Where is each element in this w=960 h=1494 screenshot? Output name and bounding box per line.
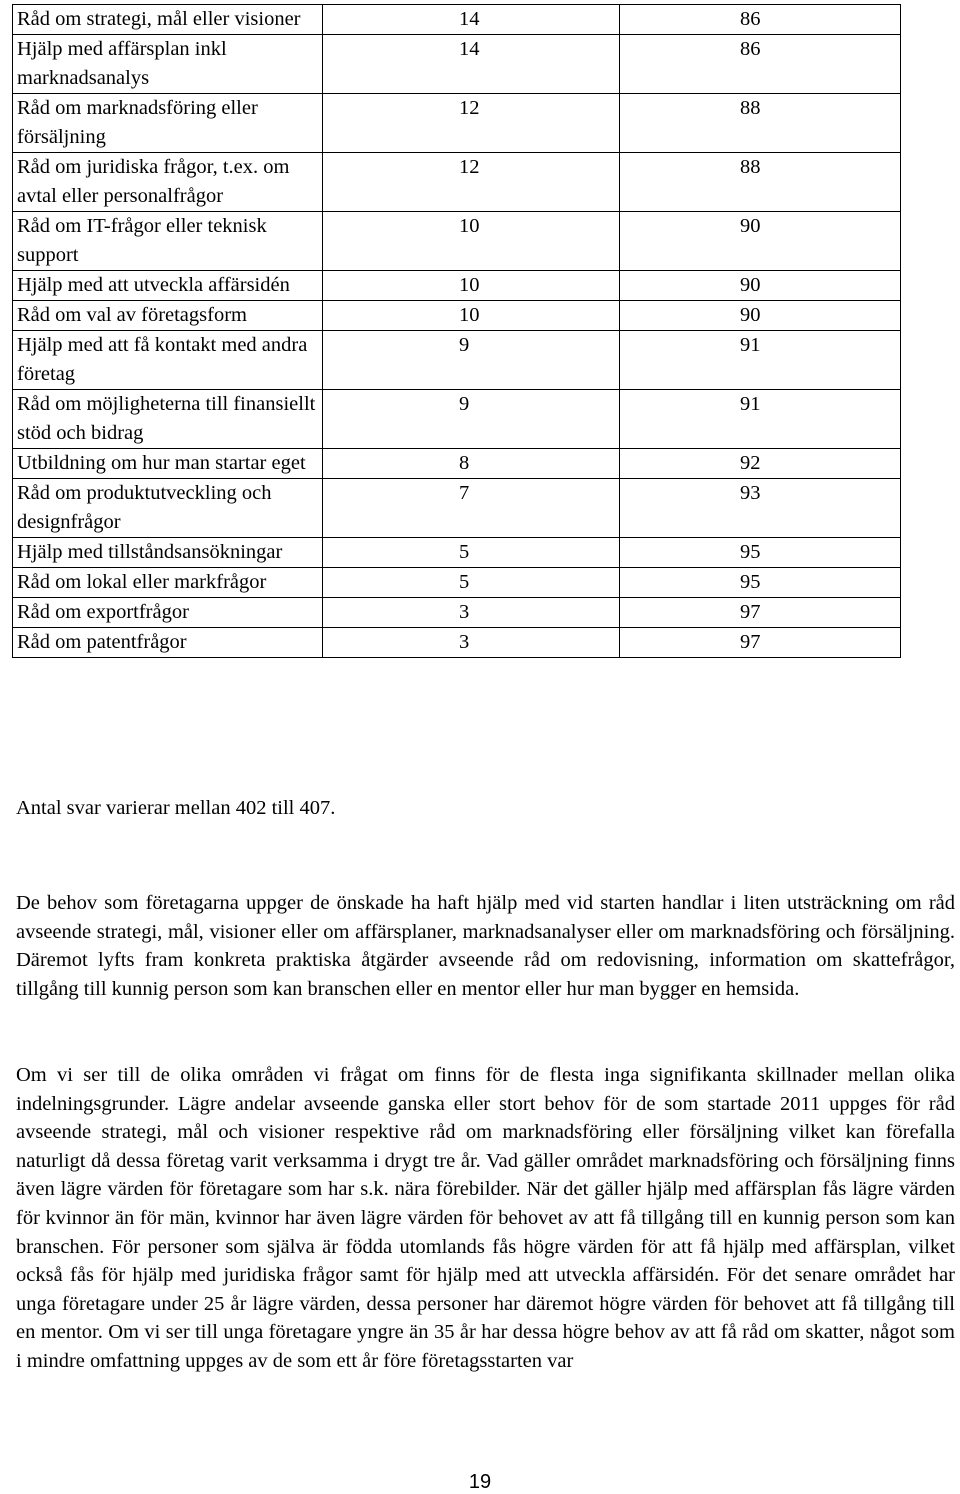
row-label: Råd om möjligheterna till finansiellt stöd och bidrag (13, 390, 323, 449)
value-b: 90 (620, 212, 901, 271)
table-row (13, 35, 901, 94)
table-row (13, 153, 901, 212)
table-row (13, 390, 901, 449)
value-b: 92 (620, 449, 901, 479)
body-paragraph: De behov som företagarna uppger de önskade ha haft hjälp med vid starten handlar i liten utsträckning om råd avseende strategi, mål, visioner eller om affärsplaner, marknadsanalyser eller om marknadsföring och försäljning. Däremot lyfts fram konkreta praktiska åtgärder avseende råd om redovisning, information om skattefrågor, tillgång till kunnig person som kan branschen eller en mentor eller hur man bygger en hemsida. (16, 892, 955, 1000)
table-row (13, 538, 901, 568)
value-b: 95 (620, 568, 901, 598)
value-b: 86 (620, 5, 901, 35)
value-b: 90 (620, 301, 901, 331)
row-label: Hjälp med tillståndsansökningar (13, 538, 323, 568)
value-a: 9 (323, 331, 620, 390)
table-row (13, 568, 901, 598)
value-a: 9 (323, 390, 620, 449)
table-row (13, 301, 901, 331)
value-b: 91 (620, 390, 901, 449)
table-note: Antal svar varierar mellan 402 till 407. (16, 797, 336, 819)
body-paragraph: Om vi ser till de olika områden vi frågat om finns för de flesta inga signifikanta skillnader mellan olika indelningsgrunder. Lägre andelar avseende ganska eller stort behov för de som startade 2011 uppges för råd avseende strategi, mål och visioner respektive råd om marknadsföring eller försäljning vilket kan förefalla naturligt då dessa företag varit verksamma i drygt tre år. Vad gäller området marknadsföring och försäljning finns även lägre värden för företagare som har s.k. nära förebilder. När det gäller hjälp med affärsplan fås lägre värden för kvinnor än för män, kvinnor har även lägre värden för behovet av att få tillgång till en kunnig person som kan branschen. För personer som själva är födda utomlands fås högre värden för att få hjälp med affärsplan, vilket också fås för hjälp med juridiska frågor samt för hjälp med att utveckla affärsidén. För det senare området har unga företagare under 25 år lägre värden, dessa personer har däremot högre värden för behovet att få tillgång till en mentor. Om vi ser till unga företagare yngre än 35 år har dessa högre behov av att få råd om skatter, något som i mindre omfattning uppges av de som ett år före företagsstarten var (16, 1064, 955, 1372)
value-a: 12 (323, 94, 620, 153)
needs-table-body (13, 5, 901, 658)
table-row (13, 331, 901, 390)
value-b: 97 (620, 628, 901, 658)
row-label: Hjälp med att få kontakt med andra företag (13, 331, 323, 390)
row-label: Råd om lokal eller markfrågor (13, 568, 323, 598)
value-b: 91 (620, 331, 901, 390)
value-a: 7 (323, 479, 620, 538)
value-b: 97 (620, 598, 901, 628)
value-a: 5 (323, 568, 620, 598)
row-label: Råd om IT-frågor eller teknisk support (13, 212, 323, 271)
value-b: 95 (620, 538, 901, 568)
value-a: 10 (323, 212, 620, 271)
table-row (13, 5, 901, 35)
value-a: 10 (323, 271, 620, 301)
value-a: 3 (323, 598, 620, 628)
value-a: 8 (323, 449, 620, 479)
needs-table (12, 4, 901, 658)
value-b: 93 (620, 479, 901, 538)
table-row (13, 598, 901, 628)
table-row (13, 628, 901, 658)
row-label: Råd om strategi, mål eller visioner (13, 5, 323, 35)
row-label: Råd om val av företagsform (13, 301, 323, 331)
row-label: Hjälp med affärsplan inkl marknadsanalys (13, 35, 323, 94)
row-label: Råd om patentfrågor (13, 628, 323, 658)
value-a: 10 (323, 301, 620, 331)
value-a: 5 (323, 538, 620, 568)
row-label: Råd om juridiska frågor, t.ex. om avtal eller personalfrågor (13, 153, 323, 212)
row-label: Utbildning om hur man startar eget (13, 449, 323, 479)
table-row (13, 212, 901, 271)
page-number: 19 (468, 1471, 492, 1493)
value-b: 88 (620, 153, 901, 212)
value-a: 14 (323, 35, 620, 94)
table-row (13, 94, 901, 153)
needs-table-container (12, 4, 900, 658)
table-row (13, 449, 901, 479)
value-b: 90 (620, 271, 901, 301)
value-b: 88 (620, 94, 901, 153)
row-label: Råd om produktutveckling och designfrågor (13, 479, 323, 538)
value-a: 14 (323, 5, 620, 35)
row-label: Råd om exportfrågor (13, 598, 323, 628)
row-label: Råd om marknadsföring eller försäljning (13, 94, 323, 153)
value-b: 86 (620, 35, 901, 94)
table-row (13, 271, 901, 301)
value-a: 3 (323, 628, 620, 658)
value-a: 12 (323, 153, 620, 212)
row-label: Hjälp med att utveckla affärsidén (13, 271, 323, 301)
table-row (13, 479, 901, 538)
